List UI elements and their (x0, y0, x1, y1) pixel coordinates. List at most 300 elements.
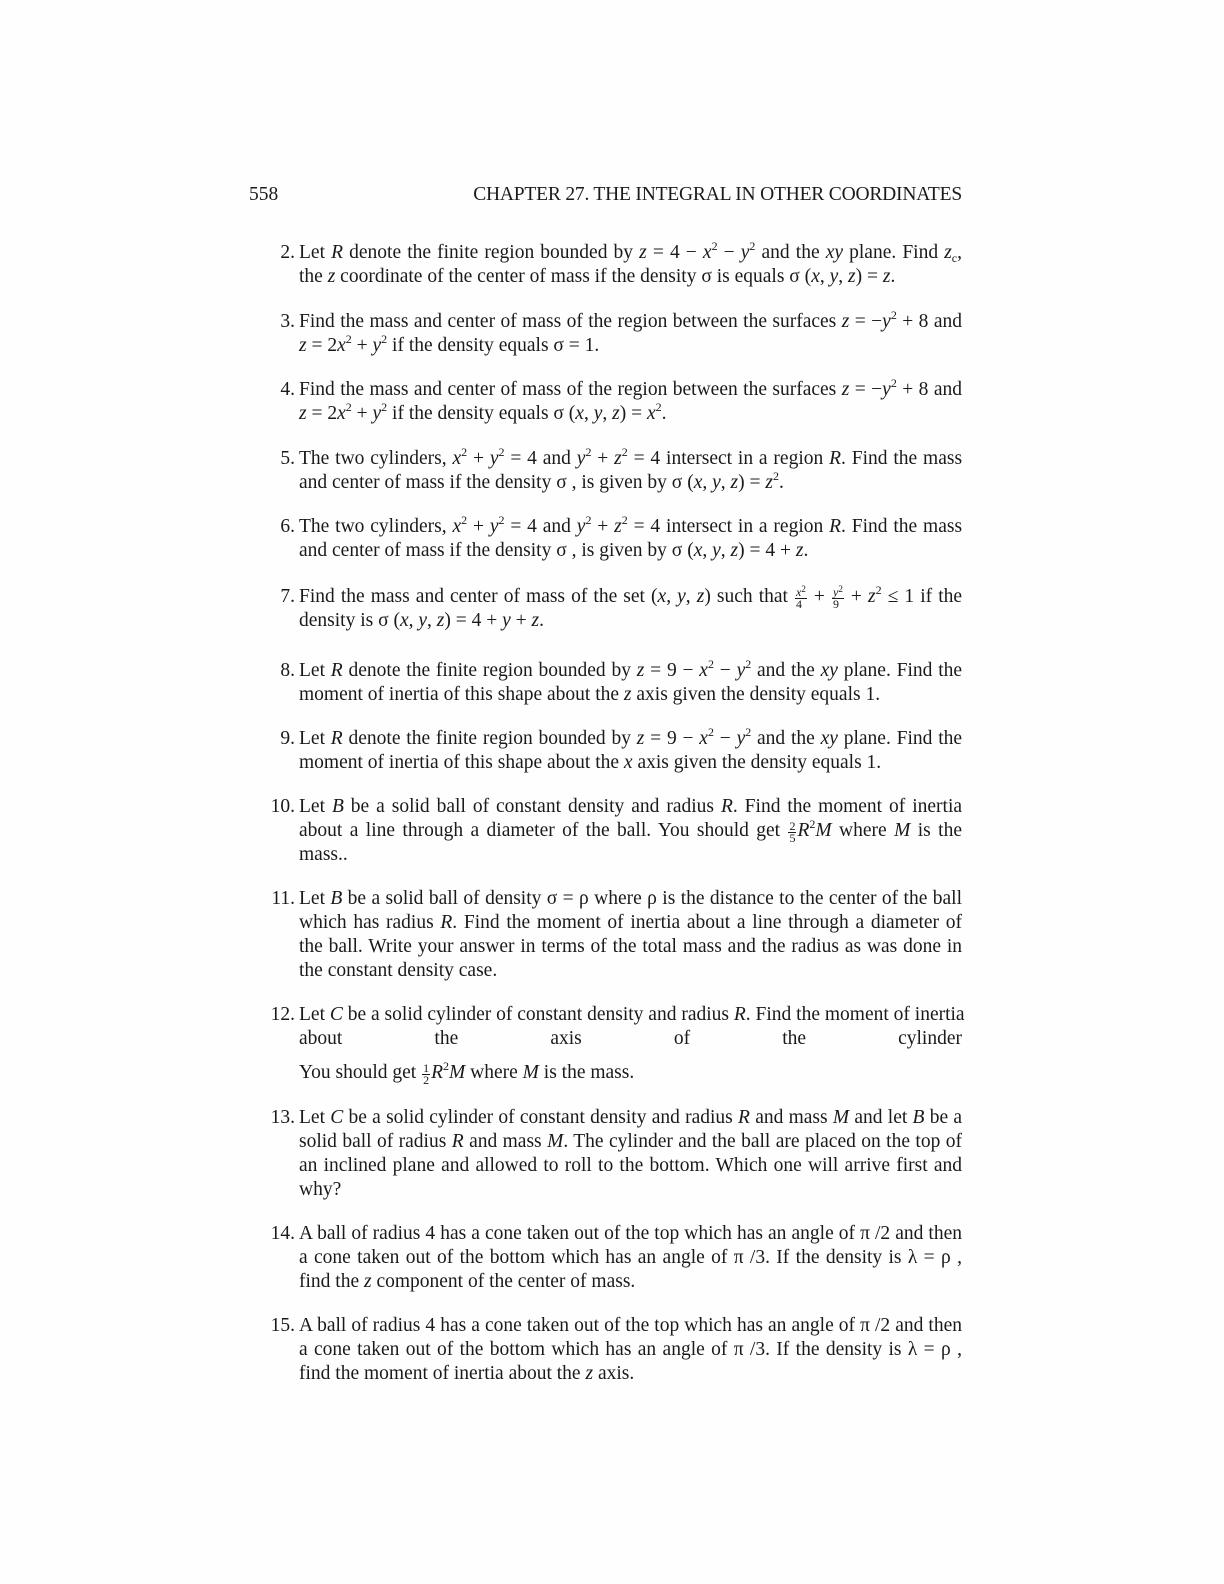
math-variable: z (730, 540, 739, 561)
text-run: , (602, 403, 613, 424)
text-run: denote the finite region bounded by (343, 242, 640, 263)
text-line (299, 683, 962, 707)
text-run: a cone taken out of the bottom which has an angle of π /3. If the density is λ = ρ , (299, 1247, 962, 1268)
math-variable: M (832, 1107, 850, 1128)
math-variable: R (797, 820, 810, 841)
text-run: an inclined plane and allowed to roll to the bottom. Which one will arrive first and (299, 1155, 962, 1176)
text-run: , (957, 242, 962, 263)
text-run: A ball of radius 4 has a cone taken out of the top which has an angle of π /2 and then (299, 1315, 962, 1336)
math-variable: z (299, 335, 307, 356)
exercise-number: 14. (270, 1223, 295, 1244)
text-run: plane. Find the (837, 660, 963, 681)
math-variable: y (712, 472, 721, 493)
text-run: and center of mass if the density σ , is given by σ ( (299, 472, 694, 493)
text-run: ) = (619, 403, 647, 424)
math-variable: M (815, 820, 832, 841)
text-line (299, 1130, 962, 1154)
fraction-denominator: 5 (789, 831, 796, 845)
exercise-number: 13. (270, 1107, 295, 1128)
text-run: , (685, 586, 697, 607)
exercise-text (299, 1222, 962, 1294)
exercise-number: 15. (270, 1315, 295, 1336)
text-line (299, 1314, 962, 1338)
superscript: 2 (621, 513, 628, 527)
superscript: 2 (875, 583, 882, 597)
math-variable: x (811, 266, 820, 287)
text-run: moment of inertia of this shape about the (299, 752, 624, 773)
text-run: and let (849, 1107, 913, 1128)
text-run: . Find the mass (841, 516, 963, 537)
math-variable: z (765, 472, 773, 493)
exercise-text (299, 515, 962, 563)
math-variable: R (431, 1062, 444, 1083)
math-variable: x (702, 242, 712, 263)
superscript: 2 (443, 1059, 450, 1073)
chapter-title: CHAPTER 27. THE INTEGRAL IN OTHER COORDINATES (473, 184, 962, 205)
math-variable: x (399, 610, 409, 631)
superscript: 2 (585, 513, 592, 527)
text-line (299, 1270, 962, 1294)
math-variable: z (841, 379, 850, 400)
text-run: Let (299, 796, 332, 817)
text-line (299, 887, 962, 911)
fraction-denominator: 2 (423, 1073, 430, 1087)
math-variable: z (944, 242, 952, 263)
math-variable: y (418, 610, 428, 631)
math-variable: y (712, 540, 721, 561)
text-line (299, 751, 962, 775)
text-run: + 8 and (896, 379, 962, 400)
math-variable: y (736, 728, 746, 749)
text-run: , (427, 610, 437, 631)
math-variable: z (848, 266, 856, 287)
text-run: , (702, 472, 713, 493)
superscript: 2 (498, 513, 505, 527)
math-variable: R (451, 1131, 464, 1152)
exercise-text (299, 887, 962, 983)
math-variable: y (593, 403, 603, 424)
superscript: 2 (772, 469, 779, 483)
text-run: Find the mass and center of mass of the region between the surfaces (299, 311, 842, 332)
superscript: 2 (838, 584, 843, 594)
superscript: 2 (809, 817, 816, 831)
math-variable: z (636, 728, 645, 749)
exercise-text (299, 727, 962, 775)
superscript: 2 (585, 445, 592, 459)
text-run: the constant density case. (299, 960, 498, 981)
text-run: = 4 intersect in a region (627, 516, 830, 537)
text-run: . (539, 610, 544, 631)
math-variable: z (795, 540, 804, 561)
text-run: the (299, 266, 328, 287)
math-variable: y (740, 242, 750, 263)
text-run: be a solid cylinder of constant density and radius (342, 1004, 734, 1025)
text-line (299, 334, 962, 358)
math-variable: y (372, 335, 382, 356)
text-run: be a (924, 1107, 963, 1128)
superscript: 2 (498, 445, 505, 459)
text-run: The two cylinders, (299, 448, 453, 469)
text-line (299, 935, 962, 959)
text-run: component of the center of mass. (371, 1271, 636, 1292)
text-run: + (591, 448, 615, 469)
exercise-number: 7. (280, 586, 295, 607)
text-run: . (661, 403, 667, 424)
text-run: , (720, 472, 731, 493)
text-run: be a solid ball of density σ = ρ where ρ is the distance to the center of the ball (342, 888, 963, 909)
text-run: + (510, 610, 532, 631)
exercise-number: 6. (280, 516, 295, 537)
math-variable: M (449, 1062, 466, 1083)
text-run: ) = (738, 472, 766, 493)
text-run: a cone taken out of the bottom which has an angle of π /3. If the density is λ = ρ , (299, 1339, 962, 1360)
text-run: = 4 − (646, 242, 703, 263)
math-variable: y (489, 448, 499, 469)
text-run: Find the mass and center of mass of the set ( (299, 586, 658, 607)
math-variable: x (646, 403, 656, 424)
math-variable: z (696, 586, 705, 607)
math-variable: C (330, 1107, 344, 1128)
text-line (299, 1027, 962, 1051)
math-variable: y (833, 585, 839, 599)
text-run: density is σ ( (299, 610, 400, 631)
text-line (299, 378, 962, 402)
exercise-text (299, 241, 962, 289)
exercise-text (299, 585, 962, 633)
math-variable: x (693, 540, 703, 561)
text-run: You should get (299, 1062, 422, 1083)
math-variable: z (299, 403, 307, 424)
math-variable: x (337, 403, 346, 424)
superscript: 2 (381, 332, 388, 346)
exercise-text (299, 1314, 962, 1386)
text-run: ≤ 1 if the (881, 586, 963, 607)
text-line (299, 515, 962, 539)
math-variable: z (882, 266, 891, 287)
text-run: mass.. (299, 844, 348, 865)
text-run: − (713, 660, 737, 681)
text-run: ) such that (704, 586, 795, 607)
text-run: Let (299, 242, 332, 263)
exercise-text (299, 795, 962, 867)
text-run: + 8 and (896, 311, 962, 332)
math-variable: M (522, 1062, 539, 1083)
text-line (299, 585, 962, 609)
text-run: denote the finite region bounded by (342, 660, 637, 681)
text-run: axis given the density equals 1. (632, 752, 882, 773)
math-variable: y (372, 403, 382, 424)
math-variable: z (531, 610, 540, 631)
text-run: and mass (749, 1107, 833, 1128)
exercise-text (299, 659, 962, 707)
text-line (299, 1338, 962, 1362)
text-run: be a solid ball of constant density and radius (343, 796, 721, 817)
exercise-text (299, 378, 962, 426)
math-variable: R (330, 660, 343, 681)
exercise-number: 4. (280, 379, 295, 400)
text-run: ) = (855, 266, 883, 287)
text-run: Let (299, 1107, 331, 1128)
text-run: if the density equals σ ( (387, 403, 576, 424)
superscript: 2 (345, 400, 352, 414)
text-line (299, 471, 962, 495)
math-variable: y (736, 660, 746, 681)
text-run: and the (751, 728, 821, 749)
math-variable: R (440, 912, 453, 933)
exercise-text (299, 1003, 965, 1087)
text-run: = 4 and (504, 516, 577, 537)
text-run: solid ball of radius (299, 1131, 452, 1152)
text-run: + (467, 448, 490, 469)
text-line (299, 265, 962, 289)
math-variable: R (331, 242, 344, 263)
superscript: 2 (655, 400, 662, 414)
math-variable: y (677, 586, 686, 607)
math-variable: y (489, 516, 499, 537)
text-run: is the mass. (538, 1062, 635, 1083)
page-number: 558 (249, 184, 279, 205)
text-line (299, 1003, 965, 1027)
math-variable: x (623, 752, 633, 773)
text-run: about a line through a diameter of the ball. You should get (299, 820, 788, 841)
superscript: 2 (381, 400, 388, 414)
text-run: where (465, 1062, 523, 1083)
text-run: The two cylinders, (299, 516, 453, 537)
text-run: . Find the moment of inertia (732, 796, 963, 817)
text-line (299, 1106, 962, 1130)
text-run: − (713, 728, 737, 749)
text-run: . Find the moment of inertia about a line through a diameter of (452, 912, 962, 933)
math-variable: M (547, 1131, 564, 1152)
text-run: , (583, 403, 594, 424)
text-line (299, 659, 962, 683)
text-line (299, 1246, 962, 1270)
text-run: is the (910, 820, 962, 841)
math-variable: R (330, 728, 343, 749)
text-run: Let (299, 1004, 330, 1025)
text-run: Find the mass and center of mass of the region between the surfaces (299, 379, 842, 400)
math-variable: x (699, 728, 708, 749)
math-variable: z (867, 586, 876, 607)
text-run: . (890, 266, 896, 287)
math-variable: y (502, 610, 511, 631)
text-run: , (666, 586, 678, 607)
math-variable: z (327, 266, 336, 287)
superscript: 2 (801, 584, 806, 594)
text-run: = 4 intersect in a region (627, 448, 830, 469)
text-run: = 4 and (504, 448, 577, 469)
text-run: , (720, 540, 731, 561)
exercise-number: 8. (280, 660, 295, 681)
math-variable: B (331, 796, 344, 817)
exercise-number: 12. (270, 1004, 295, 1025)
text-line (299, 1362, 962, 1386)
exercise-number: 2. (280, 242, 295, 263)
math-variable: y (882, 311, 891, 332)
math-variable: z (623, 684, 632, 705)
math-variable: R (733, 1004, 746, 1025)
math-variable: xy (825, 242, 844, 263)
math-variable: z (436, 610, 445, 631)
math-variable: x (699, 660, 708, 681)
fraction (832, 584, 844, 611)
text-run: = 9 − (644, 660, 700, 681)
text-run: denote the finite region bounded by (342, 728, 637, 749)
text-line (299, 795, 962, 819)
superscript: 2 (890, 376, 897, 390)
text-run: = 2 (306, 335, 338, 356)
superscript: 2 (621, 445, 628, 459)
math-variable: R (738, 1107, 750, 1128)
text-run: about the axis of the cylinder (299, 1028, 962, 1049)
math-variable: y (576, 516, 586, 537)
text-run: + (807, 586, 831, 607)
text-run: . Find the moment of inertia (745, 1004, 965, 1025)
text-run: . (803, 540, 809, 561)
text-run: axis. (593, 1363, 635, 1384)
fraction-denominator: 4 (796, 597, 803, 611)
exercise-number: 5. (280, 448, 295, 469)
exercise-text (299, 447, 962, 495)
exercise-number: 3. (280, 311, 295, 332)
text-run: = − (849, 379, 883, 400)
text-line (299, 727, 962, 751)
math-variable: y (829, 266, 839, 287)
exercise-number: 9. (280, 728, 295, 749)
exercise-text (299, 1106, 962, 1202)
text-run: coordinate of the center of mass if the density σ is equals σ ( (335, 266, 812, 287)
text-run: be a solid cylinder of constant density and radius (343, 1107, 739, 1128)
text-line (299, 819, 962, 843)
text-run: . Find the mass (841, 448, 963, 469)
math-variable: R (829, 448, 842, 469)
numerator-value: 2 (789, 819, 796, 833)
math-variable: y (576, 448, 586, 469)
text-line (299, 539, 962, 563)
fraction (422, 1063, 430, 1086)
text-run: why? (299, 1179, 342, 1200)
text-line (299, 447, 962, 471)
text-line (299, 959, 962, 983)
text-run: which has radius (299, 912, 441, 933)
fraction-denominator: 9 (833, 597, 839, 611)
text-run: , (408, 610, 419, 631)
subscript: c (951, 251, 958, 265)
text-run: Let (299, 728, 331, 749)
text-run: and the (751, 660, 821, 681)
math-variable: z (363, 1271, 372, 1292)
math-variable: B (330, 888, 343, 909)
math-variable: x (796, 585, 802, 599)
text-run: if the density equals σ = 1. (387, 335, 600, 356)
math-variable: x (693, 472, 703, 493)
text-line (299, 911, 962, 935)
text-run: plane. Find the (837, 728, 963, 749)
text-run: and center of mass if the density σ , is given by σ ( (299, 540, 694, 561)
text-line (299, 1154, 962, 1178)
text-run: where (831, 820, 895, 841)
fraction (795, 584, 807, 611)
superscript: 2 (749, 239, 756, 253)
superscript: 2 (890, 308, 897, 322)
text-run: , (819, 266, 830, 287)
running-head (249, 184, 962, 210)
superscript: 2 (461, 513, 468, 527)
text-line (299, 310, 962, 334)
math-variable: z (841, 311, 850, 332)
text-run: + (351, 403, 373, 424)
math-variable: R (829, 516, 842, 537)
text-run: + (591, 516, 615, 537)
superscript: 2 (707, 657, 714, 671)
math-variable: xy (820, 660, 838, 681)
math-variable: xy (820, 728, 838, 749)
math-variable: x (452, 516, 462, 537)
math-variable: z (612, 403, 620, 424)
math-variable: B (912, 1107, 925, 1128)
text-line (299, 609, 962, 633)
text-run: + (844, 586, 868, 607)
text-line (299, 241, 962, 265)
text-run: the ball. Write your answer in terms of the total mass and the radius as was done in (299, 936, 962, 957)
text-run: . The cylinder and the ball are placed on the top of (563, 1131, 962, 1152)
text-run: + (467, 516, 490, 537)
superscript: 2 (745, 725, 752, 739)
math-variable: z (636, 660, 645, 681)
math-variable: y (882, 379, 891, 400)
exercise-number: 11. (271, 888, 295, 909)
math-variable: R (720, 796, 733, 817)
text-line (299, 402, 962, 426)
text-run: . (778, 472, 784, 493)
text-run: moment of inertia of this shape about the (299, 684, 624, 705)
fraction (788, 821, 796, 844)
math-variable: x (337, 335, 346, 356)
math-variable: z (614, 516, 622, 537)
math-variable: z (730, 472, 739, 493)
text-run: ) = 4 + (738, 540, 796, 561)
superscript: 2 (745, 657, 752, 671)
text-run: = − (849, 311, 883, 332)
math-variable: x (575, 403, 584, 424)
exercise-text (299, 310, 962, 358)
text-run: = 2 (306, 403, 338, 424)
numerator-value: 1 (423, 1061, 430, 1075)
text-run: and mass (463, 1131, 548, 1152)
exercise-number: 10. (270, 796, 295, 817)
math-variable: z (614, 448, 622, 469)
math-variable: M (894, 820, 911, 841)
text-run: − (717, 242, 741, 263)
superscript: 2 (461, 445, 468, 459)
text-run: ) = 4 + (444, 610, 503, 631)
text-run: plane. Find (843, 242, 945, 263)
text-run: find the (299, 1271, 364, 1292)
text-line (299, 1222, 962, 1246)
text-run: axis given the density equals 1. (631, 684, 881, 705)
text-run: , (838, 266, 848, 287)
math-variable: x (657, 586, 667, 607)
math-variable: z (639, 242, 647, 263)
text-run: A ball of radius 4 has a cone taken out of the top which has an angle of π /2 and then (299, 1223, 962, 1244)
math-variable: C (329, 1004, 343, 1025)
text-run: Let (299, 888, 331, 909)
text-run: and the (755, 242, 826, 263)
superscript: 2 (345, 332, 352, 346)
text-line (299, 843, 962, 867)
text-run: + (351, 335, 373, 356)
math-variable: x (452, 448, 462, 469)
